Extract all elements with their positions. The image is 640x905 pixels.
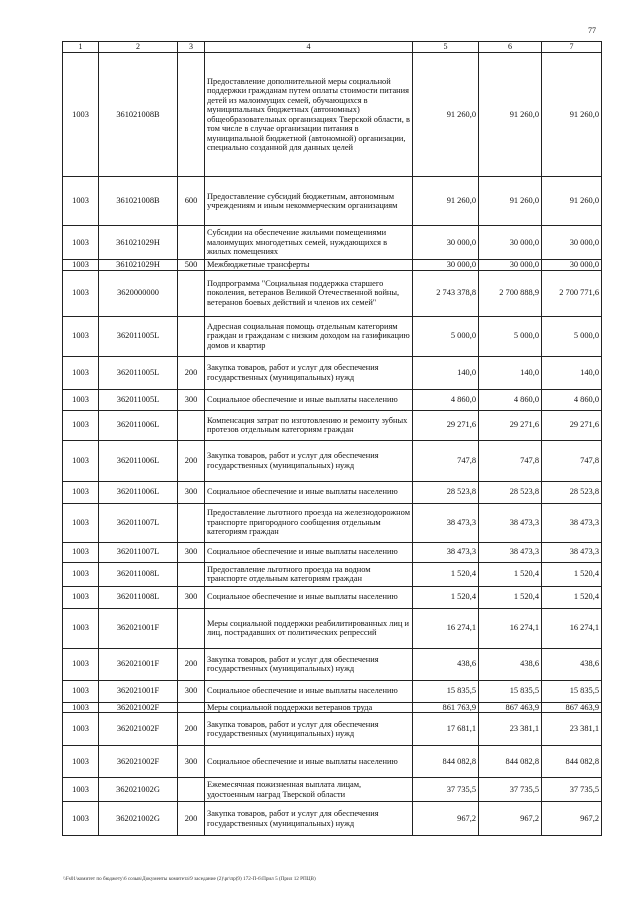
expense-type-cell: 200 [178,648,205,680]
amount-year2-cell: 967,2 [479,802,542,836]
table-row [63,713,602,746]
description-cell: Меры социальной поддержки реабилитированных лиц и лиц, пострадавших от политических репрессий [205,608,413,648]
amount-year2-cell: 37 735,5 [479,778,542,802]
amount-year2-cell: 38 473,3 [479,503,542,542]
description-cell: Меры социальной поддержки ветеранов труда [205,702,413,713]
expense-type-cell [178,53,205,177]
amount-year2-cell: 4 860,0 [479,389,542,410]
budget-table [62,41,602,836]
amount-year3-cell: 844 082,8 [542,746,602,778]
header-cell: 4 [205,42,413,53]
description-cell: Социальное обеспечение и иные выплаты населению [205,746,413,778]
description-cell: Закупка товаров, работ и услуг для обеспечения государственных (муниципальных) нужд [205,648,413,680]
expense-type-cell [178,702,205,713]
description-cell: Социальное обеспечение и иные выплаты населению [205,542,413,562]
target-code-cell: 362011006L [99,481,178,503]
target-code-cell: 361021008В [99,177,178,226]
expense-type-cell [178,562,205,586]
table-row [63,356,602,389]
expense-type-cell: 500 [178,260,205,271]
expense-type-cell: 300 [178,680,205,702]
section-code-cell: 1003 [63,481,99,503]
section-code-cell: 1003 [63,389,99,410]
section-code-cell: 1003 [63,586,99,608]
table-row [63,562,602,586]
description-cell: Компенсация затрат по изготовлению и ремонту зубных протезов отдельным категориям граждан [205,410,413,440]
amount-year2-cell: 23 381,1 [479,713,542,746]
amount-year1-cell: 1 520,4 [413,562,479,586]
amount-year2-cell: 747,8 [479,440,542,481]
expense-type-cell: 600 [178,177,205,226]
section-code-cell: 1003 [63,746,99,778]
section-code-cell: 1003 [63,542,99,562]
expense-type-cell: 200 [178,802,205,836]
amount-year2-cell: 5 000,0 [479,316,542,356]
amount-year2-cell: 16 274,1 [479,608,542,648]
amount-year2-cell: 28 523,8 [479,481,542,503]
amount-year3-cell: 38 473,3 [542,542,602,562]
amount-year3-cell: 30 000,0 [542,226,602,260]
expense-type-cell [178,410,205,440]
table-row [63,542,602,562]
description-cell: Предоставление субсидий бюджетным, автономным учреждениям и иным некоммерческим организациям [205,177,413,226]
target-code-cell: 362011008L [99,586,178,608]
target-code-cell: 362021001F [99,608,178,648]
amount-year1-cell: 91 260,0 [413,53,479,177]
header-cell: 2 [99,42,178,53]
expense-type-cell [178,503,205,542]
header-cell: 3 [178,42,205,53]
amount-year1-cell: 30 000,0 [413,260,479,271]
amount-year1-cell: 4 860,0 [413,389,479,410]
target-code-cell: 362021002G [99,778,178,802]
page-number: 77 [588,26,596,35]
description-cell: Предоставление льготного проезда на железнодорожном транспорте пригородного сообщения отдельным категориям граждан [205,503,413,542]
amount-year1-cell: 15 835,5 [413,680,479,702]
amount-year3-cell: 91 260,0 [542,177,602,226]
table-row [63,316,602,356]
amount-year1-cell: 17 681,1 [413,713,479,746]
description-cell: Социальное обеспечение и иные выплаты населению [205,389,413,410]
table-header-row [63,42,602,53]
amount-year3-cell: 1 520,4 [542,586,602,608]
amount-year3-cell: 1 520,4 [542,562,602,586]
target-code-cell: 361021029Н [99,226,178,260]
amount-year3-cell: 2 700 771,6 [542,270,602,316]
description-cell: Подпрограмма "Социальная поддержка старшего поколения, ветеранов Великой Отечественной войны, ветеранов боевых действий и членов их семей" [205,270,413,316]
target-code-cell: 362011005L [99,389,178,410]
table-row [63,270,602,316]
amount-year3-cell: 5 000,0 [542,316,602,356]
target-code-cell: 362011005L [99,356,178,389]
amount-year3-cell: 30 000,0 [542,260,602,271]
amount-year2-cell: 15 835,5 [479,680,542,702]
section-code-cell: 1003 [63,680,99,702]
table-row [63,702,602,713]
section-code-cell: 1003 [63,53,99,177]
description-cell: Предоставление льготного проезда на водном транспорте отдельным категориям граждан [205,562,413,586]
amount-year1-cell: 29 271,6 [413,410,479,440]
amount-year2-cell: 30 000,0 [479,260,542,271]
table-row [63,608,602,648]
amount-year1-cell: 28 523,8 [413,481,479,503]
description-cell: Закупка товаров, работ и услуг для обеспечения государственных (муниципальных) нужд [205,356,413,389]
amount-year3-cell: 16 274,1 [542,608,602,648]
expense-type-cell: 300 [178,746,205,778]
header-cell: 1 [63,42,99,53]
amount-year1-cell: 844 082,8 [413,746,479,778]
header-cell: 5 [413,42,479,53]
description-cell: Социальное обеспечение и иные выплаты населению [205,481,413,503]
amount-year1-cell: 5 000,0 [413,316,479,356]
target-code-cell: 362021002G [99,802,178,836]
amount-year1-cell: 861 763,9 [413,702,479,713]
amount-year2-cell: 867 463,9 [479,702,542,713]
amount-year3-cell: 867 463,9 [542,702,602,713]
description-cell: Субсидии на обеспечение жильими помещениями малоимущих многодетных семей, нуждающихся в жилых помещениях [205,226,413,260]
section-code-cell: 1003 [63,503,99,542]
section-code-cell: 1003 [63,562,99,586]
description-cell: Социальное обеспечение и иные выплаты населению [205,586,413,608]
amount-year1-cell: 2 743 378,8 [413,270,479,316]
amount-year3-cell: 28 523,8 [542,481,602,503]
table-row [63,260,602,271]
section-code-cell: 1003 [63,260,99,271]
table-row [63,503,602,542]
table-row [63,680,602,702]
expense-type-cell: 300 [178,481,205,503]
amount-year1-cell: 1 520,4 [413,586,479,608]
target-code-cell: 362011008L [99,562,178,586]
description-cell: Закупка товаров, работ и услуг для обеспечения государственных (муниципальных) нужд [205,713,413,746]
amount-year1-cell: 438,6 [413,648,479,680]
table-row [63,177,602,226]
description-cell: Межбюджетные трансферты [205,260,413,271]
expense-type-cell [178,270,205,316]
expense-type-cell: 200 [178,356,205,389]
section-code-cell: 1003 [63,713,99,746]
section-code-cell: 1003 [63,410,99,440]
amount-year1-cell: 30 000,0 [413,226,479,260]
target-code-cell: 362021001F [99,680,178,702]
table-row [63,410,602,440]
table-row [63,440,602,481]
target-code-cell: 362011006L [99,410,178,440]
target-code-cell: 3620000000 [99,270,178,316]
section-code-cell: 1003 [63,316,99,356]
amount-year1-cell: 140,0 [413,356,479,389]
file-path-footer: \\Fs01\комитет по бюджету\6 созыв\Документы комитета\9 заседание (2)\pr\пр(9) 172-П-6\Прил 5 (Прил 12 РПЦВ) [63,876,316,882]
header-cell: 7 [542,42,602,53]
amount-year1-cell: 967,2 [413,802,479,836]
amount-year1-cell: 37 735,5 [413,778,479,802]
section-code-cell: 1003 [63,702,99,713]
expense-type-cell [178,316,205,356]
amount-year3-cell: 747,8 [542,440,602,481]
section-code-cell: 1003 [63,177,99,226]
target-code-cell: 362021001F [99,648,178,680]
table-row [63,389,602,410]
section-code-cell: 1003 [63,356,99,389]
amount-year3-cell: 91 260,0 [542,53,602,177]
description-cell: Предоставление дополнительной меры социальной поддержки гражданам путем оплаты стоимости питания детей из малоимущих семей, обучающихся в муниципальных бюджетных (автономных) общеобразовательных организациях Тверской области, в том числе в случае организации питания в муниципальной бюджетной (автономной) организации, специально созданной для данных целей [205,53,413,177]
table-row [63,746,602,778]
amount-year2-cell: 91 260,0 [479,177,542,226]
table-row [63,648,602,680]
target-code-cell: 362011005L [99,316,178,356]
section-code-cell: 1003 [63,226,99,260]
expense-type-cell: 300 [178,586,205,608]
expense-type-cell: 300 [178,389,205,410]
amount-year2-cell: 438,6 [479,648,542,680]
amount-year3-cell: 438,6 [542,648,602,680]
description-cell: Социальное обеспечение и иные выплаты населению [205,680,413,702]
description-cell: Ежемесячная пожизненная выплата лицам, удостоенным наград Тверской области [205,778,413,802]
section-code-cell: 1003 [63,648,99,680]
amount-year3-cell: 15 835,5 [542,680,602,702]
section-code-cell: 1003 [63,270,99,316]
expense-type-cell [178,778,205,802]
amount-year1-cell: 747,8 [413,440,479,481]
table-row [63,481,602,503]
target-code-cell: 362011006L [99,440,178,481]
amount-year2-cell: 29 271,6 [479,410,542,440]
amount-year3-cell: 23 381,1 [542,713,602,746]
amount-year1-cell: 16 274,1 [413,608,479,648]
target-code-cell: 361021029Н [99,260,178,271]
target-code-cell: 362021002F [99,713,178,746]
expense-type-cell: 300 [178,542,205,562]
amount-year2-cell: 30 000,0 [479,226,542,260]
expense-type-cell [178,226,205,260]
table-row [63,802,602,836]
table-row [63,778,602,802]
target-code-cell: 362011007L [99,503,178,542]
expense-type-cell [178,608,205,648]
target-code-cell: 362021002F [99,746,178,778]
expense-type-cell: 200 [178,440,205,481]
section-code-cell: 1003 [63,778,99,802]
amount-year2-cell: 1 520,4 [479,562,542,586]
amount-year1-cell: 91 260,0 [413,177,479,226]
description-cell: Закупка товаров, работ и услуг для обеспечения государственных (муниципальных) нужд [205,440,413,481]
table-row [63,586,602,608]
amount-year2-cell: 91 260,0 [479,53,542,177]
amount-year2-cell: 844 082,8 [479,746,542,778]
target-code-cell: 362021002F [99,702,178,713]
amount-year1-cell: 38 473,3 [413,503,479,542]
section-code-cell: 1003 [63,608,99,648]
target-code-cell: 362011007L [99,542,178,562]
amount-year1-cell: 38 473,3 [413,542,479,562]
amount-year3-cell: 29 271,6 [542,410,602,440]
amount-year2-cell: 1 520,4 [479,586,542,608]
amount-year3-cell: 38 473,3 [542,503,602,542]
section-code-cell: 1003 [63,802,99,836]
description-cell: Закупка товаров, работ и услуг для обеспечения государственных (муниципальных) нужд [205,802,413,836]
amount-year2-cell: 140,0 [479,356,542,389]
amount-year3-cell: 37 735,5 [542,778,602,802]
table-row [63,226,602,260]
expense-type-cell: 200 [178,713,205,746]
description-cell: Адресная социальная помощь отдельным категориям граждан и гражданам с низким доходом на газификацию домов и квартир [205,316,413,356]
section-code-cell: 1003 [63,440,99,481]
amount-year2-cell: 2 700 888,9 [479,270,542,316]
table-row [63,53,602,177]
header-cell: 6 [479,42,542,53]
target-code-cell: 361021008В [99,53,178,177]
amount-year2-cell: 38 473,3 [479,542,542,562]
amount-year3-cell: 967,2 [542,802,602,836]
amount-year3-cell: 140,0 [542,356,602,389]
amount-year3-cell: 4 860,0 [542,389,602,410]
